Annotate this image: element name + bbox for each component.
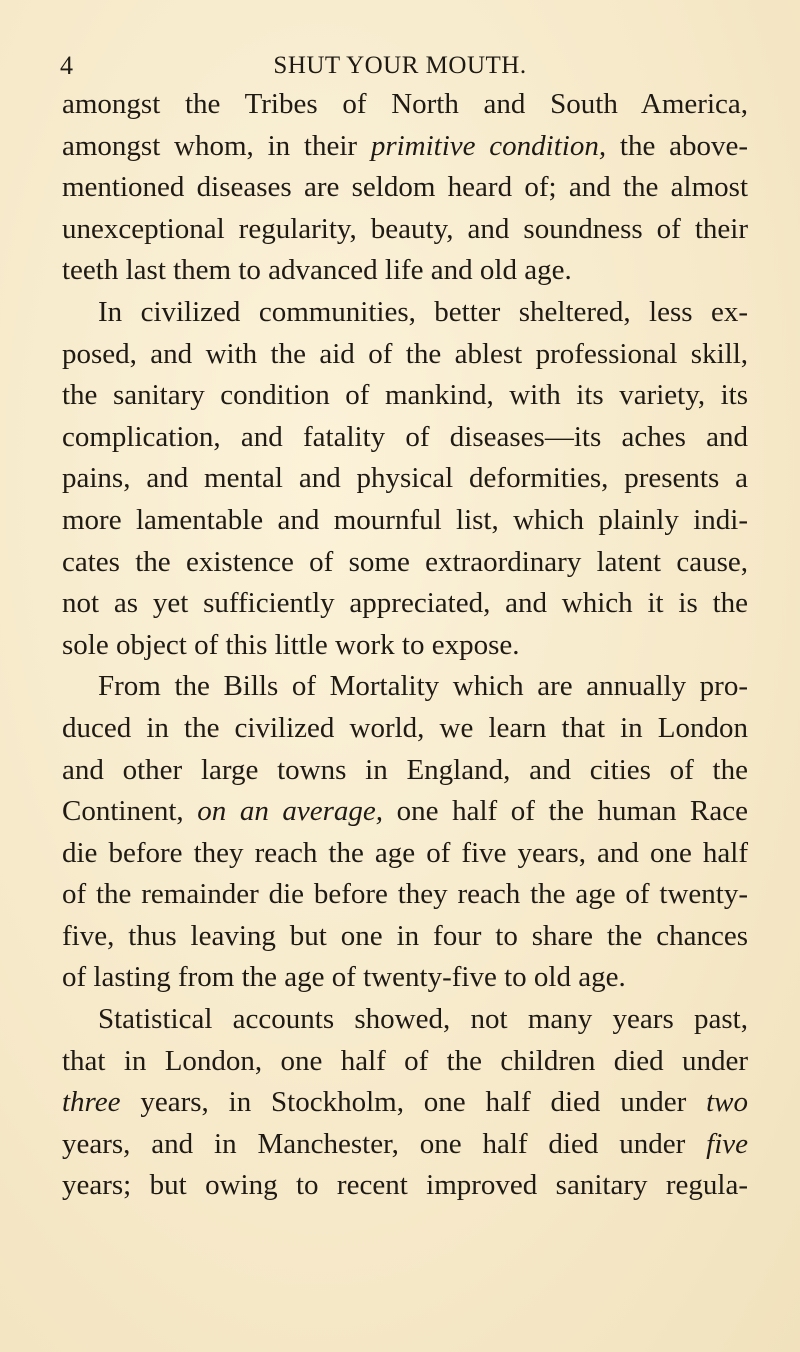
body-text xyxy=(62,84,748,1207)
text-line: die before they reach the age of five years, and one half xyxy=(62,836,748,869)
text-line: of the remainder die before they reach the age of twenty- xyxy=(62,878,748,911)
text-line: complication, and fatality of diseases—its aches and xyxy=(62,420,748,453)
text-line: of lasting from the age of twenty-five to old age. xyxy=(62,961,626,994)
text-line: not as yet sufficiently appreciated, and which it is the xyxy=(62,587,748,620)
text-line: unexceptional regularity, beauty, and soundness of their xyxy=(62,212,748,245)
text-line: cates the existence of some extraordinary latent cause, xyxy=(62,545,748,578)
text-line: teeth last them to advanced life and old age. xyxy=(62,254,572,287)
page-number: 4 xyxy=(60,51,73,80)
text-line: From the Bills of Mortality which are annually pro- xyxy=(98,670,748,703)
text-line: three years, in Stockholm, one half died under two xyxy=(62,1086,748,1119)
text-line: the sanitary condition of mankind, with its variety, its xyxy=(62,379,748,412)
text-line: more lamentable and mournful list, which plainly indi- xyxy=(62,503,748,536)
text-line: In civilized communities, better sheltered, less ex- xyxy=(98,295,748,328)
text-line: posed, and with the aid of the ablest professional skill, xyxy=(62,337,748,370)
text-line: sole object of this little work to expose. xyxy=(62,628,520,661)
text-line: five, thus leaving but one in four to share the chances xyxy=(62,919,748,952)
text-line: years, and in Manchester, one half died under five xyxy=(62,1127,748,1160)
running-title: SHUT YOUR MOUTH. xyxy=(273,52,527,79)
italic-word: five xyxy=(706,1127,748,1160)
text-line: years; but owing to recent improved sanitary regula- xyxy=(62,1169,748,1202)
text-line: that in London, one half of the children died under xyxy=(62,1044,748,1077)
text-line: pains, and mental and physical deformities, presents a xyxy=(62,462,748,495)
text-line: Statistical accounts showed, not many years past, xyxy=(98,1003,748,1036)
text-line: Continent, on an average, one half of the human Race xyxy=(62,795,749,828)
text-line: and other large towns in England, and cities of the xyxy=(62,753,748,786)
italic-word: two xyxy=(706,1086,748,1119)
italic-word: three xyxy=(62,1086,121,1119)
italic-phrase: on an average, xyxy=(197,795,384,828)
text-line: amongst the Tribes of North and South America, xyxy=(62,88,748,120)
text-line: duced in the civilized world, we learn that in London xyxy=(62,711,748,744)
text-line: amongst whom, in their primitive condition, the above- xyxy=(62,129,748,162)
italic-phrase: primitive condition, xyxy=(370,129,607,162)
text-line: mentioned diseases are seldom heard of; and the almost xyxy=(62,171,748,204)
